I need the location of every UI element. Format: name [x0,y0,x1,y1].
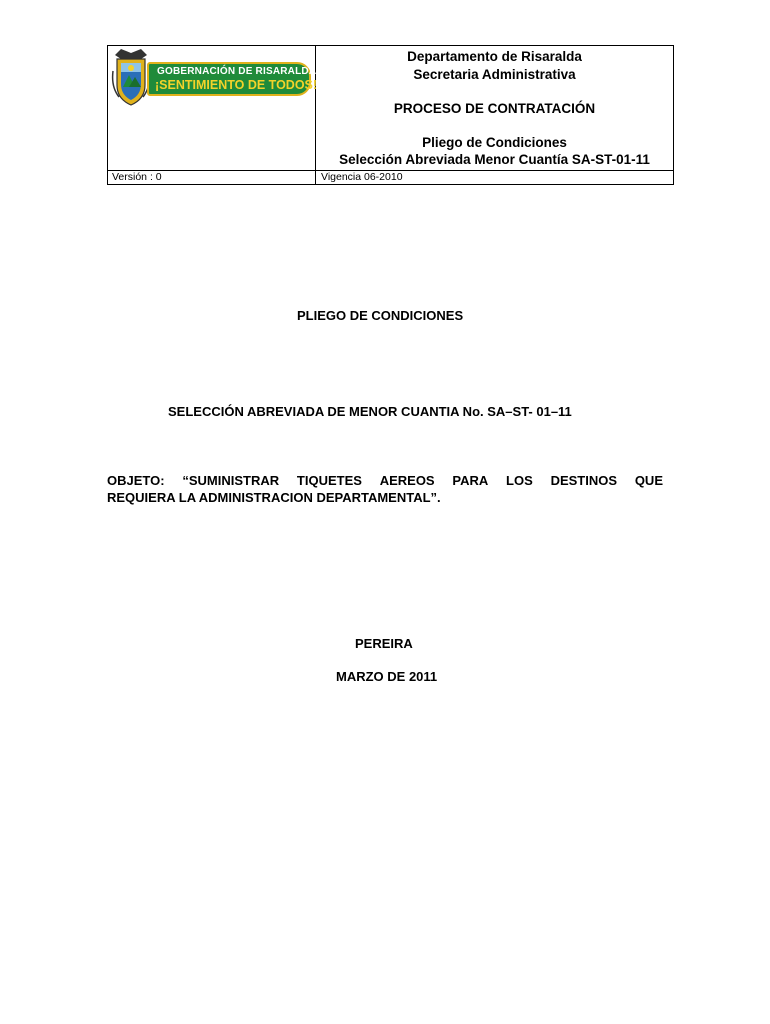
objeto-word: AEREOS [379,473,435,488]
logo-banner [147,62,318,96]
objeto-word: TIQUETES [296,473,362,488]
objeto-word: OBJETO: [107,473,165,488]
logo-cell [108,46,316,170]
gobernacion-logo [111,49,318,107]
objeto-word: LOS [506,473,533,488]
process-title: PROCESO DE CONTRATACIÓN [393,101,596,116]
objeto-word: DESTINOS [550,473,618,488]
secretaria-name: Secretaria Administrativa [413,67,576,82]
logo-title: GOBERNACIÓN DE RISARALDA [157,66,317,77]
objeto-line-1 [107,472,663,489]
selection-subheading: SELECCIÓN ABREVIADA DE MENOR CUANTIA No. SA–ST- 01–11 [168,404,572,419]
document-type: Pliego de Condiciones [422,135,567,150]
main-heading: PLIEGO DE CONDICIONES [297,308,464,323]
vigencia-label: Vigencia 06-2010 [321,171,403,183]
objeto-paragraph [107,472,663,506]
header-title-cell [316,46,673,170]
version-label: Versión : 0 [108,171,316,185]
logo-slogan: ¡SENTIMIENTO DE TODOS! [155,78,318,92]
objeto-word: “SUMINISTRAR [182,473,280,488]
department-name: Departamento de Risaralda [407,49,582,64]
objeto-word: QUE [634,473,663,488]
date-label: MARZO DE 2011 [336,669,438,684]
city-label: PEREIRA [355,636,413,651]
document-header-table [107,45,674,185]
coat-of-arms-icon [111,47,151,109]
objeto-word: PARA [452,473,489,488]
header-bottom-row [108,170,673,184]
selection-reference: Selección Abreviada Menor Cuantía SA-ST-01-11 [339,152,650,167]
objeto-line-2: REQUIERA LA ADMINISTRACION DEPARTAMENTAL”. [107,490,441,505]
